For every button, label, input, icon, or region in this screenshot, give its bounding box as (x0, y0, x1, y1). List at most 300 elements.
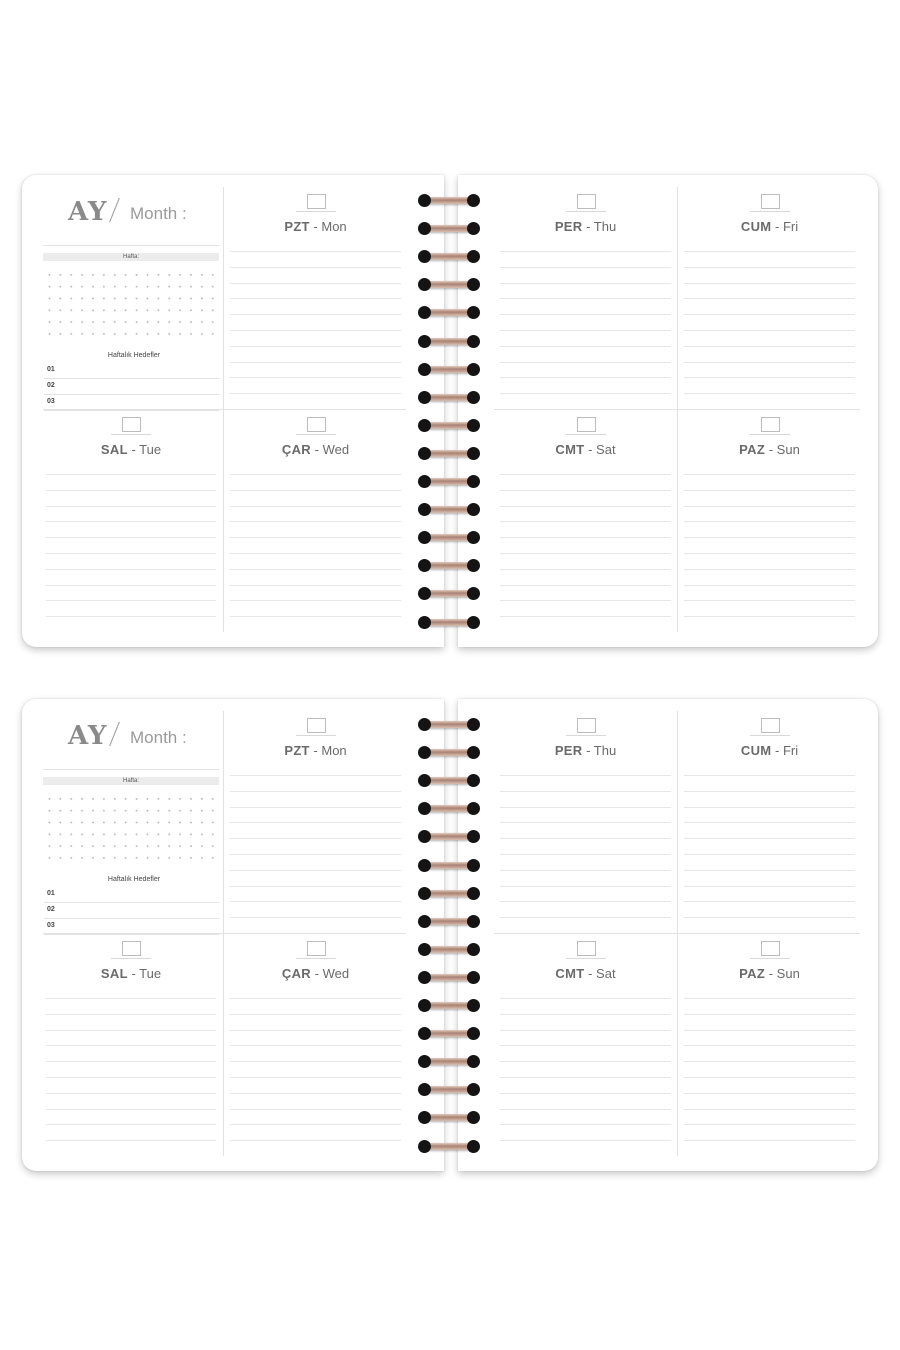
day-label-sat (494, 966, 677, 981)
writing-lines[interactable] (46, 474, 216, 632)
day-label-thu (494, 743, 677, 758)
ring-wire (427, 422, 471, 429)
day-separator: - (127, 966, 140, 981)
ruled-line (500, 474, 671, 475)
ruled-line (230, 791, 401, 792)
day-code: ÇAR (281, 966, 311, 981)
ruled-line (684, 917, 855, 918)
hafta-label: Hafta: (122, 254, 139, 260)
hafta-bar (43, 253, 219, 261)
ring-wire (427, 1002, 471, 1009)
day-label-tue (40, 442, 222, 457)
checkbox-underline (111, 434, 151, 435)
spiral-ring (418, 1026, 480, 1042)
ring-wire (427, 534, 471, 541)
goal-row[interactable] (44, 887, 219, 903)
punch-hole (467, 774, 480, 787)
ruled-line (500, 1109, 671, 1110)
spiral-ring (418, 277, 480, 293)
ruled-line (500, 267, 671, 268)
day-code: PZT (284, 219, 310, 234)
ring-wire (427, 394, 471, 401)
checkbox-underline (296, 434, 336, 435)
day-english: Mon (321, 743, 347, 758)
checkbox-underline (750, 434, 790, 435)
punch-hole (467, 222, 480, 235)
day-checkbox[interactable] (577, 194, 596, 209)
day-checkbox[interactable] (761, 718, 780, 733)
ruled-line (500, 1140, 671, 1141)
ruled-line (500, 1030, 671, 1031)
goal-number: 03 (47, 922, 55, 929)
day-english: Sat (596, 966, 616, 981)
punch-hole (467, 943, 480, 956)
checkbox-underline (566, 735, 606, 736)
punch-hole (467, 278, 480, 291)
writing-lines[interactable] (230, 251, 401, 409)
ruled-line (684, 1030, 855, 1031)
day-code: PZT (284, 743, 310, 758)
writing-lines[interactable] (500, 474, 671, 632)
punch-hole (418, 718, 431, 731)
ruled-line (500, 569, 671, 570)
day-cell-thu (494, 711, 677, 933)
ruled-line (500, 377, 671, 378)
ruled-line (230, 807, 401, 808)
ruled-line (230, 600, 401, 601)
ruled-line (684, 553, 855, 554)
planner-spread (22, 699, 878, 1171)
ruled-line (500, 854, 671, 855)
writing-lines[interactable] (500, 251, 671, 409)
day-code: PER (554, 219, 583, 234)
ruled-line (230, 346, 401, 347)
goal-number: 01 (47, 366, 55, 373)
day-code: PER (554, 743, 583, 758)
day-english: Fri (782, 219, 799, 234)
ruled-line (500, 1045, 671, 1046)
day-checkbox[interactable] (761, 417, 780, 432)
ruled-line (684, 314, 855, 315)
spiral-ring (418, 970, 480, 986)
right-page (458, 175, 878, 647)
writing-lines[interactable] (684, 998, 855, 1156)
ruled-line (500, 1014, 671, 1015)
ruled-line (230, 1030, 401, 1031)
punch-hole (418, 391, 431, 404)
punch-hole (467, 802, 480, 815)
ring-wire (427, 478, 471, 485)
ruled-line (230, 1014, 401, 1015)
ring-wire (427, 777, 471, 784)
checkbox-underline (750, 958, 790, 959)
ruled-line (230, 283, 401, 284)
hafta-label: Hafta: (122, 778, 139, 784)
ruled-line (230, 917, 401, 918)
ruled-line (684, 998, 855, 999)
ruled-line (230, 377, 401, 378)
day-label-sun (678, 966, 861, 981)
spiral-ring (418, 362, 480, 378)
ruled-line (500, 1124, 671, 1125)
writing-lines[interactable] (684, 775, 855, 933)
ring-wire (427, 862, 471, 869)
ruled-line (230, 1077, 401, 1078)
checkbox-underline (111, 958, 151, 959)
day-code: SAL (100, 966, 128, 981)
day-cell-sun (677, 934, 861, 1156)
ruled-line (46, 474, 216, 475)
ruled-line (230, 490, 401, 491)
spiral-ring (418, 998, 480, 1014)
day-checkbox[interactable] (122, 941, 141, 956)
writing-lines[interactable] (684, 474, 855, 632)
day-separator: - (309, 743, 322, 758)
checkbox-underline (566, 434, 606, 435)
ruled-line (684, 616, 855, 617)
punch-hole (467, 306, 480, 319)
ruled-line (230, 314, 401, 315)
punch-hole (467, 1140, 480, 1153)
writing-lines[interactable] (500, 998, 671, 1156)
ruled-line (46, 1093, 216, 1094)
writing-lines[interactable] (230, 775, 401, 933)
ruled-line (46, 506, 216, 507)
spiral-ring (418, 193, 480, 209)
day-checkbox[interactable] (577, 417, 596, 432)
goals-title: Haftalık Hedefler (107, 876, 161, 883)
month-header-cell (22, 699, 222, 933)
ruled-line (46, 1140, 216, 1141)
ruled-line (230, 901, 401, 902)
spiral-ring (418, 530, 480, 546)
planner-spread (22, 175, 878, 647)
ruled-line (230, 251, 401, 252)
day-label-tue (40, 966, 222, 981)
ruled-line (500, 822, 671, 823)
day-code: ÇAR (281, 442, 311, 457)
punch-hole (418, 774, 431, 787)
punch-hole (418, 1111, 431, 1124)
ruled-line (684, 1045, 855, 1046)
ring-wire (427, 946, 471, 953)
ruled-line (684, 1014, 855, 1015)
punch-hole (418, 1140, 431, 1153)
ring-wire (427, 590, 471, 597)
day-english: Mon (321, 219, 347, 234)
ruled-line (230, 1093, 401, 1094)
day-checkbox[interactable] (761, 194, 780, 209)
spiral-ring (418, 1082, 480, 1098)
ruled-line (46, 569, 216, 570)
day-label-sun (678, 442, 861, 457)
ruled-line (230, 998, 401, 999)
day-checkbox[interactable] (761, 941, 780, 956)
day-english: Wed (322, 442, 350, 457)
punch-hole (418, 503, 431, 516)
day-cell-sat (494, 934, 677, 1156)
day-english: Fri (782, 743, 799, 758)
hafta-bar (43, 777, 219, 785)
ruled-line (46, 1061, 216, 1062)
ruled-line (46, 600, 216, 601)
ruled-line (684, 1061, 855, 1062)
punch-hole (467, 1111, 480, 1124)
spiral-ring (418, 1139, 480, 1155)
punch-hole (467, 363, 480, 376)
day-cell-tue (40, 934, 222, 1156)
spiral-ring (418, 1110, 480, 1126)
ring-wire (427, 281, 471, 288)
checkbox-underline (566, 211, 606, 212)
ruled-line (46, 1045, 216, 1046)
writing-lines[interactable] (46, 998, 216, 1156)
ruled-line (230, 838, 401, 839)
punch-hole (467, 250, 480, 263)
ring-wire (427, 974, 471, 981)
day-separator: - (309, 219, 322, 234)
writing-lines[interactable] (684, 251, 855, 409)
ruled-line (500, 600, 671, 601)
ruled-line (500, 346, 671, 347)
ruled-line (684, 474, 855, 475)
spiral-ring (418, 249, 480, 265)
spiral-ring (418, 1054, 480, 1070)
punch-hole (467, 887, 480, 900)
ruled-line (684, 537, 855, 538)
spiral-ring (418, 773, 480, 789)
ruled-line (684, 346, 855, 347)
ruled-line (684, 585, 855, 586)
ruled-line (500, 917, 671, 918)
ruled-line (230, 267, 401, 268)
ruled-line (46, 585, 216, 586)
ruled-line (684, 521, 855, 522)
spiral-ring (418, 886, 480, 902)
ruled-line (46, 1014, 216, 1015)
ay-label: AY (68, 721, 108, 751)
ruled-line (684, 490, 855, 491)
punch-hole (467, 830, 480, 843)
month-header-cell (22, 175, 222, 409)
day-cell-thu (494, 187, 677, 409)
goal-number: 03 (47, 398, 55, 405)
ruled-line (500, 330, 671, 331)
spiral-ring (418, 305, 480, 321)
ruled-line (500, 775, 671, 776)
goal-row[interactable] (44, 379, 219, 395)
goal-number: 02 (47, 906, 55, 913)
ruled-line (500, 283, 671, 284)
ruled-line (230, 1045, 401, 1046)
day-cell-mon (223, 711, 407, 933)
day-cell-wed (223, 410, 407, 632)
ruled-line (230, 585, 401, 586)
ruled-line (500, 553, 671, 554)
ruled-line (46, 490, 216, 491)
punch-hole (418, 475, 431, 488)
punch-hole (467, 419, 480, 432)
ruled-line (500, 393, 671, 394)
dot-grid (44, 269, 219, 341)
ruled-line (46, 553, 216, 554)
ruled-line (684, 886, 855, 887)
ruled-line (684, 854, 855, 855)
punch-hole (418, 616, 431, 629)
ring-wire (427, 562, 471, 569)
punch-hole (418, 250, 431, 263)
checkbox-underline (296, 735, 336, 736)
day-code: PAZ (739, 442, 766, 457)
ruled-line (500, 1093, 671, 1094)
day-checkbox[interactable] (307, 194, 326, 209)
ruled-line (230, 1140, 401, 1141)
ring-wire (427, 1114, 471, 1121)
ruled-line (230, 822, 401, 823)
ring-wire (427, 1030, 471, 1037)
punch-hole (467, 859, 480, 872)
day-checkbox[interactable] (307, 941, 326, 956)
day-label-fri (678, 743, 861, 758)
ruled-line (230, 393, 401, 394)
ruled-line (684, 901, 855, 902)
day-separator: - (771, 219, 783, 234)
slash-divider (109, 722, 120, 746)
spiral-ring (418, 615, 480, 631)
day-cell-wed (223, 934, 407, 1156)
ruled-line (684, 838, 855, 839)
month-label: Month : (130, 728, 187, 747)
ruled-line (230, 1061, 401, 1062)
day-checkbox[interactable] (122, 417, 141, 432)
day-separator: - (584, 442, 597, 457)
ruled-line (684, 870, 855, 871)
day-english: Sat (596, 442, 616, 457)
ring-wire (427, 805, 471, 812)
goal-row[interactable] (44, 903, 219, 919)
day-checkbox[interactable] (307, 417, 326, 432)
ruled-line (684, 506, 855, 507)
punch-hole (467, 746, 480, 759)
punch-hole (467, 335, 480, 348)
goals-title: Haftalık Hedefler (107, 352, 161, 359)
punch-hole (418, 222, 431, 235)
spiral-ring (418, 558, 480, 574)
ruled-line (684, 600, 855, 601)
ruled-line (500, 838, 671, 839)
ruled-line (230, 870, 401, 871)
punch-hole (467, 616, 480, 629)
punch-hole (467, 1055, 480, 1068)
ruled-line (46, 1077, 216, 1078)
checkbox-underline (750, 211, 790, 212)
ruled-line (500, 298, 671, 299)
punch-hole (418, 1083, 431, 1096)
punch-hole (418, 887, 431, 900)
ruled-line (46, 537, 216, 538)
day-english: Sun (776, 442, 800, 457)
ruled-line (230, 537, 401, 538)
ruled-line (684, 791, 855, 792)
punch-hole (418, 363, 431, 376)
dot-grid (44, 793, 219, 865)
ruled-line (46, 1109, 216, 1110)
ruled-line (684, 1093, 855, 1094)
day-english: Tue (139, 442, 162, 457)
left-page (22, 699, 444, 1171)
day-cell-fri (677, 187, 861, 409)
writing-lines[interactable] (230, 998, 401, 1156)
day-label-thu (494, 219, 677, 234)
punch-hole (467, 1027, 480, 1040)
ruled-line (230, 854, 401, 855)
ruled-line (230, 553, 401, 554)
day-label-wed (224, 442, 407, 457)
spiral-ring (418, 801, 480, 817)
ruled-line (684, 569, 855, 570)
punch-hole (418, 447, 431, 460)
punch-hole (467, 475, 480, 488)
day-cell-mon (223, 187, 407, 409)
writing-lines[interactable] (500, 775, 671, 933)
day-checkbox[interactable] (577, 718, 596, 733)
punch-hole (418, 587, 431, 600)
ring-wire (427, 918, 471, 925)
ruled-line (46, 1124, 216, 1125)
day-cell-tue (40, 410, 222, 632)
punch-hole (467, 391, 480, 404)
goal-row[interactable] (44, 363, 219, 379)
day-english: Wed (322, 966, 350, 981)
ruled-line (684, 1077, 855, 1078)
ruled-line (684, 283, 855, 284)
ruled-line (500, 901, 671, 902)
punch-hole (418, 335, 431, 348)
ruled-line (230, 362, 401, 363)
punch-hole (467, 718, 480, 731)
punch-hole (467, 447, 480, 460)
ring-wire (427, 366, 471, 373)
ring-wire (427, 721, 471, 728)
punch-hole (418, 915, 431, 928)
punch-hole (467, 999, 480, 1012)
left-page (22, 175, 444, 647)
ruled-line (500, 521, 671, 522)
ruled-line (684, 362, 855, 363)
day-separator: - (765, 966, 777, 981)
punch-hole (418, 1055, 431, 1068)
spiral-ring (418, 829, 480, 845)
ruled-line (230, 330, 401, 331)
ruled-line (500, 807, 671, 808)
day-separator: - (584, 966, 597, 981)
ruled-line (500, 791, 671, 792)
day-separator: - (311, 442, 323, 457)
ruled-line (500, 506, 671, 507)
writing-lines[interactable] (230, 474, 401, 632)
ruled-line (230, 1109, 401, 1110)
punch-hole (418, 943, 431, 956)
ruled-line (230, 569, 401, 570)
day-code: CUM (740, 743, 772, 758)
ruled-line (684, 1124, 855, 1125)
day-checkbox[interactable] (577, 941, 596, 956)
day-checkbox[interactable] (307, 718, 326, 733)
ruled-line (684, 330, 855, 331)
ruled-line (500, 870, 671, 871)
ruled-line (500, 537, 671, 538)
ring-wire (427, 833, 471, 840)
